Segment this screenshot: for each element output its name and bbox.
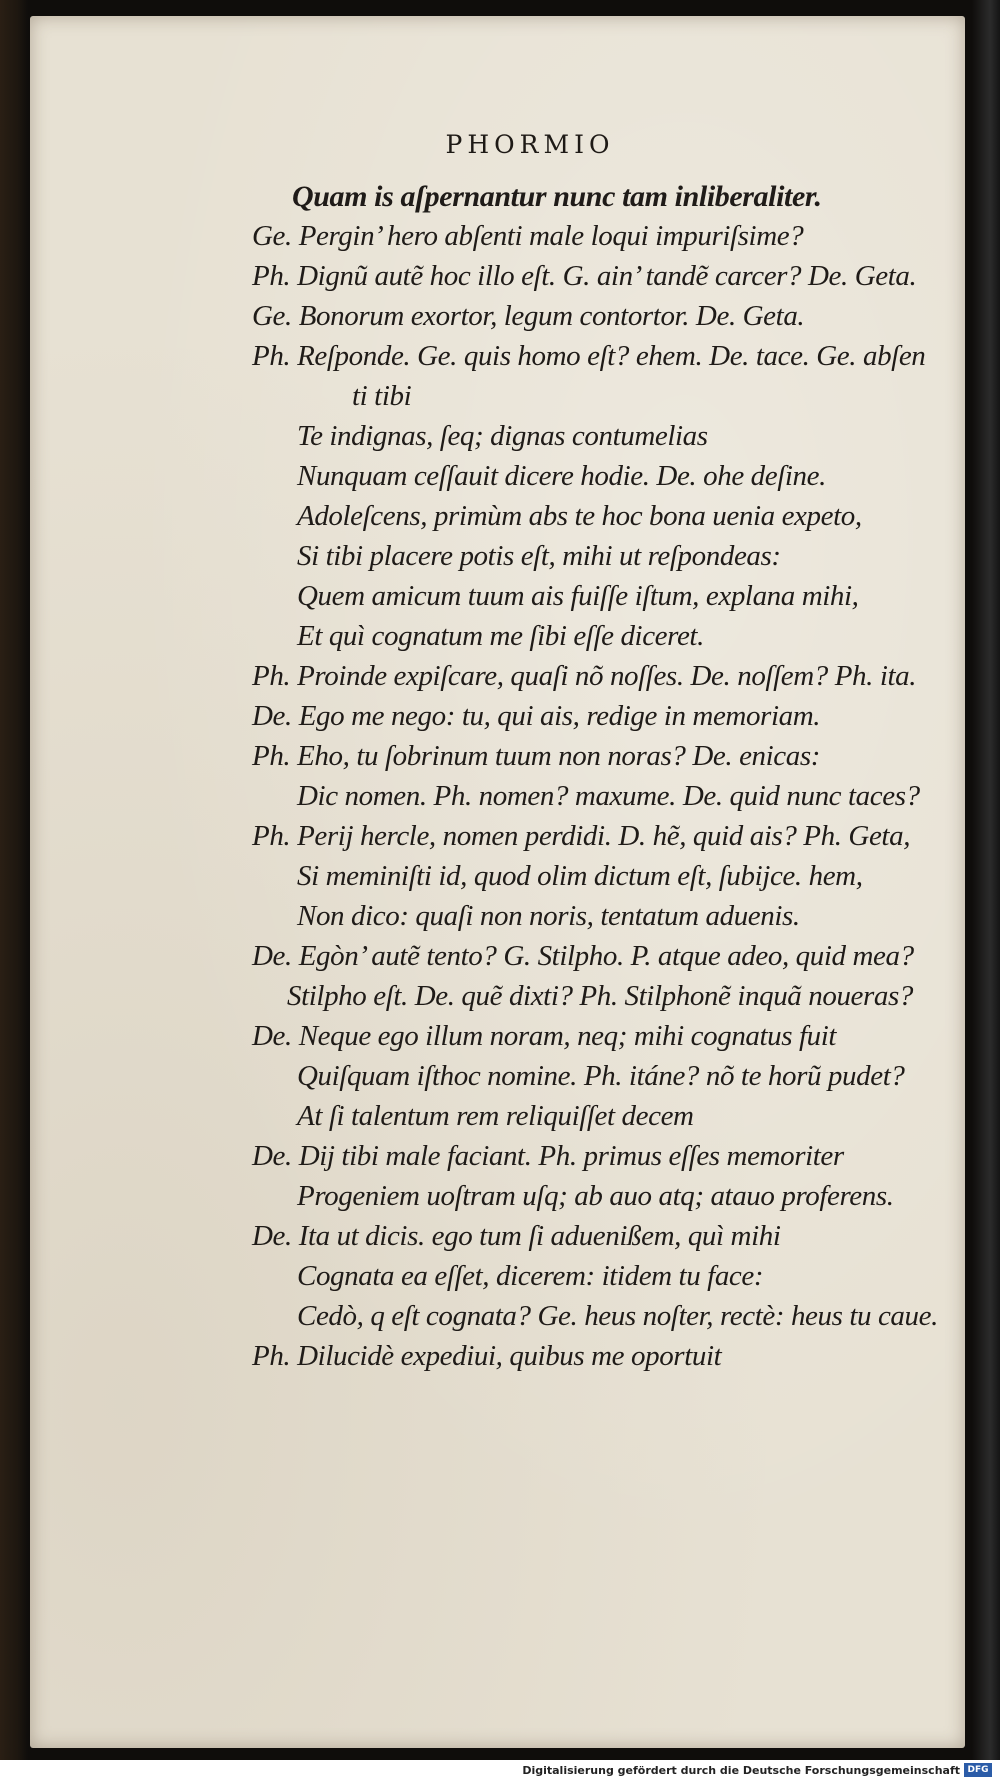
verse-line: Ph. Perij hercle, nomen perdidi. D. hẽ, quid ais? Ph. Geta, — [252, 820, 911, 852]
verse-line: Ph. Dilucidè expediui, quibus me oportuit — [252, 1340, 722, 1372]
verse-line: De. Dij tibi male faciant. Ph. primus eſſes memoriter — [252, 1140, 844, 1172]
verse-line: De. Ita ut dicis. ego tum ſi aduenißem, quì mihi — [252, 1220, 781, 1252]
verse-line: Te indignas, ſeq; dignas contumelias — [297, 420, 708, 452]
verse-line: Adoleſcens, primùm abs te hoc bona uenia expeto, — [297, 500, 862, 532]
verse-line: Ph. Proinde expiſcare, quaſi nõ noſſes. De. noſſem? Ph. ita. — [252, 660, 917, 692]
verse-line: Si tibi placere potis eſt, mihi ut reſpondeas: — [297, 540, 781, 572]
verse-line: At ſi talentum rem reliquiſſet decem — [297, 1100, 694, 1132]
verse-line: Nunquam ceſſauit dicere hodie. De. ohe deſine. — [297, 460, 826, 492]
funding-notice: Digitalisierung gefördert durch die Deutsche Forschungsgemeinschaft — [522, 1764, 960, 1777]
verse-line: Quam is aſpernantur nunc tam inliberaliter. — [292, 180, 822, 213]
verse-line: Stilpho eſt. De. quẽ dixti? Ph. Stilphonẽ inquã noueras? — [287, 980, 913, 1012]
verse-line: Dic nomen. Ph. nomen? maxume. De. quid nunc taces? — [297, 780, 920, 812]
verse-line: Ph. Reſponde. Ge. quis homo eſt? ehem. De. tace. Ge. abſen — [252, 340, 926, 372]
verse-line: Et quì cognatum me ſibi eſſe diceret. — [297, 620, 704, 652]
verse-line: Quiſquam iſthoc nomine. Ph. itáne? nõ te horũ pudet? — [297, 1060, 905, 1092]
verse-line: Ge. Bonorum exortor, legum contortor. De. Geta. — [252, 300, 805, 332]
running-head: PHORMIO — [445, 130, 615, 159]
verse-line: ti tibi — [352, 380, 412, 412]
verse-line: Cognata ea eſſet, dicerem: itidem tu face: — [297, 1260, 764, 1292]
verse-line: De. Neque ego illum noram, neq; mihi cognatus fuit — [252, 1020, 837, 1052]
verse-line: Cedò, q eſt cognata? Ge. heus noſter, rectè: heus tu caue. — [297, 1300, 938, 1332]
verse-line: Ph. Dignũ autẽ hoc illo eſt. G. ain’ tandẽ carcer? De. Geta. — [252, 260, 917, 292]
verse-line: Progeniem uoſtram uſq; ab auo atq; atauo proferens. — [297, 1180, 894, 1212]
verse-line: Non dico: quaſi non noris, tentatum aduenis. — [297, 900, 800, 932]
verse-line: De. Egòn’ autẽ tento? G. Stilpho. P. atque adeo, quid mea? — [252, 940, 914, 972]
verse-line: Quem amicum tuum ais fuiſſe iſtum, explana mihi, — [297, 580, 859, 612]
verse-line: Ge. Pergin’ hero abſenti male loqui impuriſsime? — [252, 220, 804, 252]
verse-line: Ph. Eho, tu ſobrinum tuum non noras? De. enicas: — [252, 740, 821, 772]
verse-line: De. Ego me nego: tu, qui ais, redige in memoriam. — [252, 700, 821, 732]
dfg-logo-icon: DFG — [964, 1763, 992, 1777]
verse-line: Si meminiſti id, quod olim dictum eſt, ſubijce. hem, — [297, 860, 863, 892]
